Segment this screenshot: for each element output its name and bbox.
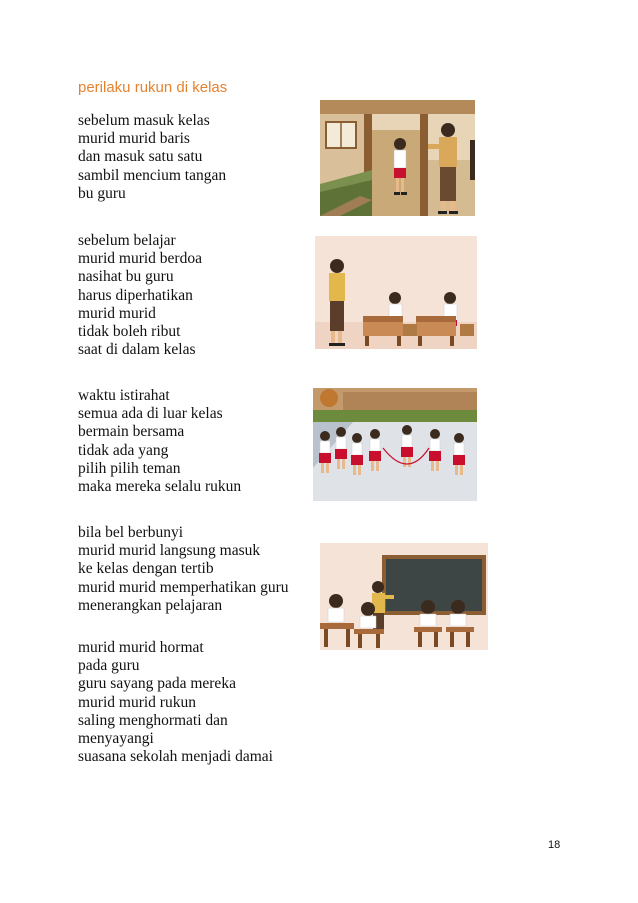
poem-line: pada guru: [78, 657, 140, 675]
poem-line: murid murid berdoa: [78, 250, 202, 268]
illustration-greeting-teacher: [320, 100, 475, 216]
poem-line: nasihat bu guru: [78, 268, 174, 286]
poem-line: tidak ada yang: [78, 441, 169, 459]
poem-line: sebelum belajar: [78, 232, 176, 249]
poem-line: murid murid: [78, 304, 156, 322]
poem-line: murid murid langsung masuk: [78, 542, 261, 560]
stanza-1: [78, 112, 226, 203]
poem-line: sebelum masuk kelas: [78, 112, 210, 129]
poem-line: pilih pilih teman: [78, 459, 181, 477]
poem-line: waktu istirahat: [78, 387, 170, 404]
poem-line: bermain bersama: [78, 423, 185, 441]
poem-line: murid murid baris: [78, 130, 190, 148]
poem-line: suasana sekolah menjadi damai: [78, 748, 273, 766]
illustration-teacher-explaining: [320, 543, 488, 650]
poem-line: bila bel berbunyi: [78, 524, 184, 541]
poem-line: murid murid rukun: [78, 693, 196, 711]
stanza-5: [78, 639, 273, 766]
stanza-3: [78, 387, 241, 496]
poem-line: ke kelas dengan tertib: [78, 560, 214, 578]
poem-line: saat di dalam kelas: [78, 341, 196, 359]
poem-line: maka mereka selalu rukun: [78, 478, 242, 496]
poem-line: menerangkan pelajaran: [78, 596, 223, 614]
poem-line: tidak boleh ribut: [78, 323, 181, 341]
poem-line: sambil mencium tangan: [78, 166, 227, 184]
page-number: 18: [548, 839, 561, 851]
illustration-praying-before-class: [315, 236, 477, 349]
poem-line: guru sayang pada mereka: [78, 675, 236, 693]
poem-line: saling menghormati dan: [78, 711, 228, 729]
stanza-2: [78, 232, 202, 359]
illustration-playing-at-recess: [313, 388, 477, 501]
poem-line: menyayangi: [78, 730, 154, 748]
page-title: perilaku rukun di kelas: [78, 79, 228, 96]
poem-line: bu guru: [78, 184, 126, 202]
poem-line: dan masuk satu satu: [78, 148, 203, 166]
poem-line: murid murid memperhatikan guru: [78, 578, 289, 596]
poem-line: semua ada di luar kelas: [78, 405, 223, 423]
poem-line: murid murid hormat: [78, 639, 204, 656]
poem-line: harus diperhatikan: [78, 286, 193, 304]
stanza-4: [78, 524, 289, 615]
